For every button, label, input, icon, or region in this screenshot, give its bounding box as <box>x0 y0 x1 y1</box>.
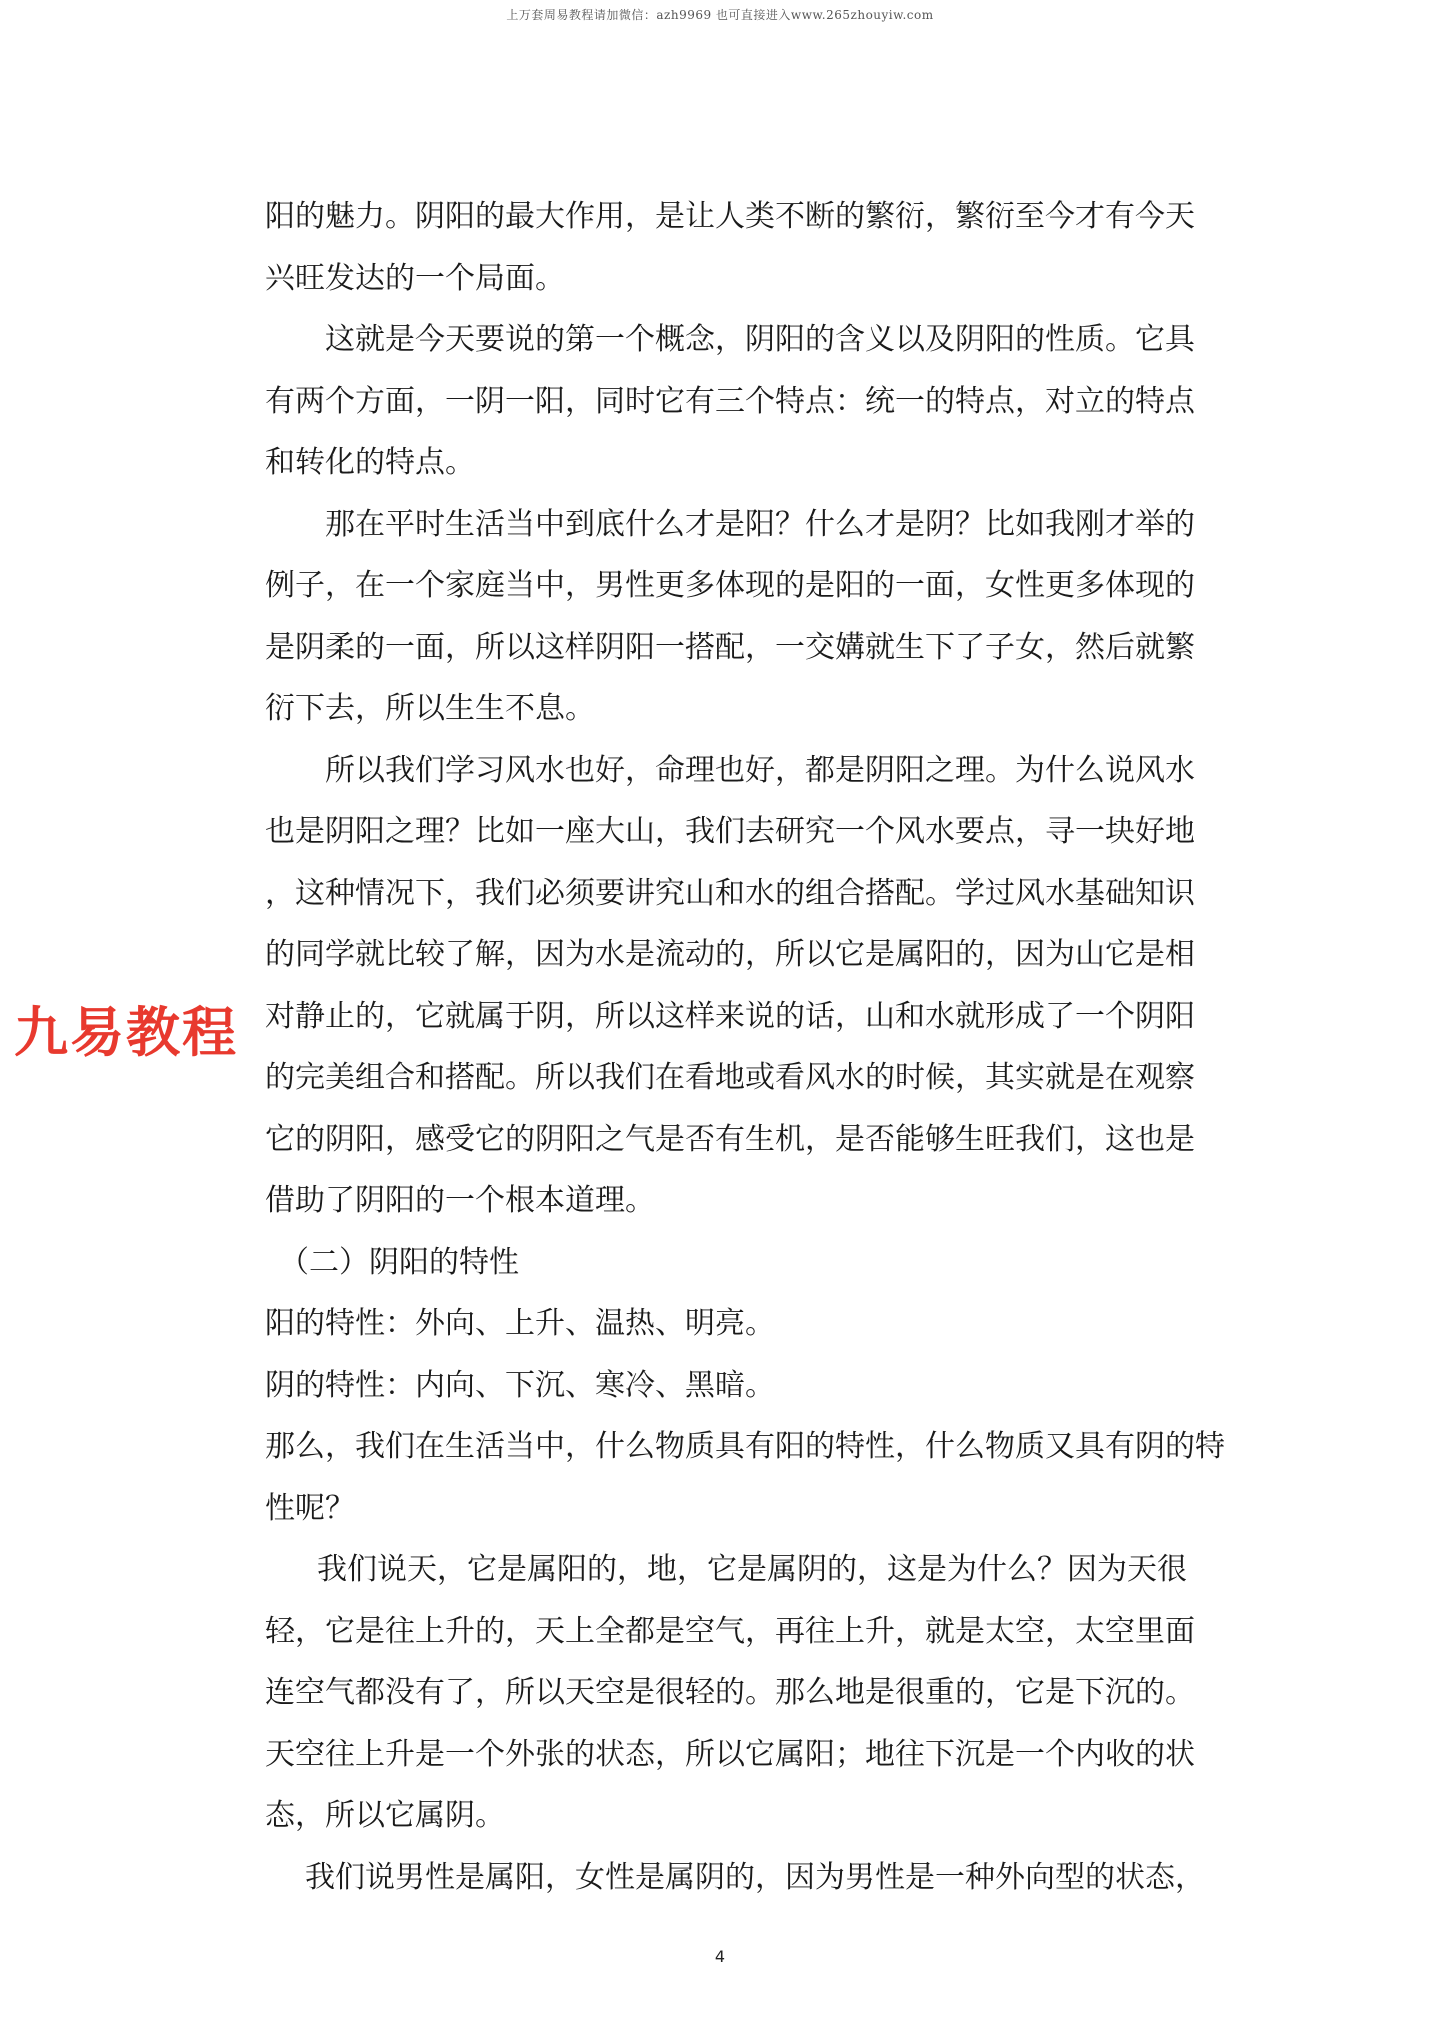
text-line: 它的阴阳，感受它的阴阳之气是否有生机，是否能够生旺我们，这也是 <box>265 1121 1195 1157</box>
text-line: 也是阴阳之理？比如一座大山，我们去研究一个风水要点，寻一块好地 <box>265 814 1195 849</box>
document-body <box>265 186 1305 1908</box>
text-line: 和转化的特点。 <box>265 445 475 480</box>
text-line: 衍下去，所以生生不息。 <box>265 691 595 726</box>
paragraph-start-line: 我们说男性是属阳，女性是属阴的，因为男性是一种外向型的状态， <box>305 1859 1205 1895</box>
text-line: 阴的特性：内向、下沉、寒冷、黑暗。 <box>265 1367 775 1403</box>
text-line: 是阴柔的一面，所以这样阴阳一搭配，一交媾就生下了子女，然后就繁 <box>265 629 1195 665</box>
text-line: 连空气都没有了，所以天空是很轻的。那么地是很重的，它是下沉的。 <box>265 1675 1195 1710</box>
text-line: 阳的魅力。阴阳的最大作用，是让人类不断的繁衍，繁衍至今才有今天 <box>265 199 1195 234</box>
page-number: 4 <box>714 1947 726 1966</box>
paragraph-start-line: 我们说天，它是属阳的，地，它是属阴的，这是为什么？因为天很 <box>317 1552 1187 1587</box>
text-line: 轻，它是往上升的，天上全都是空气，再往上升，就是太空，太空里面 <box>265 1613 1195 1649</box>
text-line: 借助了阴阳的一个根本道理。 <box>265 1183 655 1218</box>
text-line: 态，所以它属阴。 <box>265 1798 505 1833</box>
paragraph-start-line: 这就是今天要说的第一个概念，阴阳的含义以及阴阳的性质。它具 <box>325 322 1195 357</box>
text-line: 阳的特性：外向、上升、温热、明亮。 <box>265 1306 775 1341</box>
text-line: 例子，在一个家庭当中，男性更多体现的是阳的一面，女性更多体现的 <box>265 568 1195 603</box>
text-line: 那么，我们在生活当中，什么物质具有阳的特性，什么物质又具有阴的特 <box>265 1429 1225 1464</box>
text-line: 兴旺发达的一个局面。 <box>265 260 565 296</box>
text-line: 的完美组合和搭配。所以我们在看地或看风水的时候，其实就是在观察 <box>265 1060 1195 1095</box>
text-line: 有两个方面，一阴一阳，同时它有三个特点：统一的特点，对立的特点 <box>265 383 1195 419</box>
text-line: 天空往上升是一个外张的状态，所以它属阳；地往下沉是一个内收的状 <box>265 1736 1195 1772</box>
text-line: 对静止的，它就属于阴，所以这样来说的话，山和水就形成了一个阴阳 <box>265 998 1195 1034</box>
section-heading: （二）阴阳的特性 <box>279 1244 519 1280</box>
header-watermark: 上万套周易教程请加微信：azh9969 也可直接进入www.265zhouyiw.com <box>506 8 934 22</box>
text-line: ，这种情况下，我们必须要讲究山和水的组合搭配。学过风水基础知识 <box>265 875 1195 911</box>
paragraph-start-line: 所以我们学习风水也好，命理也好，都是阴阳之理。为什么说风水 <box>325 752 1195 788</box>
text-line: 的同学就比较了解，因为水是流动的，所以它是属阳的，因为山它是相 <box>265 937 1195 972</box>
brand-stamp: 九易教程 <box>14 1001 238 1064</box>
text-line: 性呢？ <box>265 1490 355 1526</box>
paragraph-start-line: 那在平时生活当中到底什么才是阳？什么才是阴？比如我刚才举的 <box>325 506 1195 542</box>
